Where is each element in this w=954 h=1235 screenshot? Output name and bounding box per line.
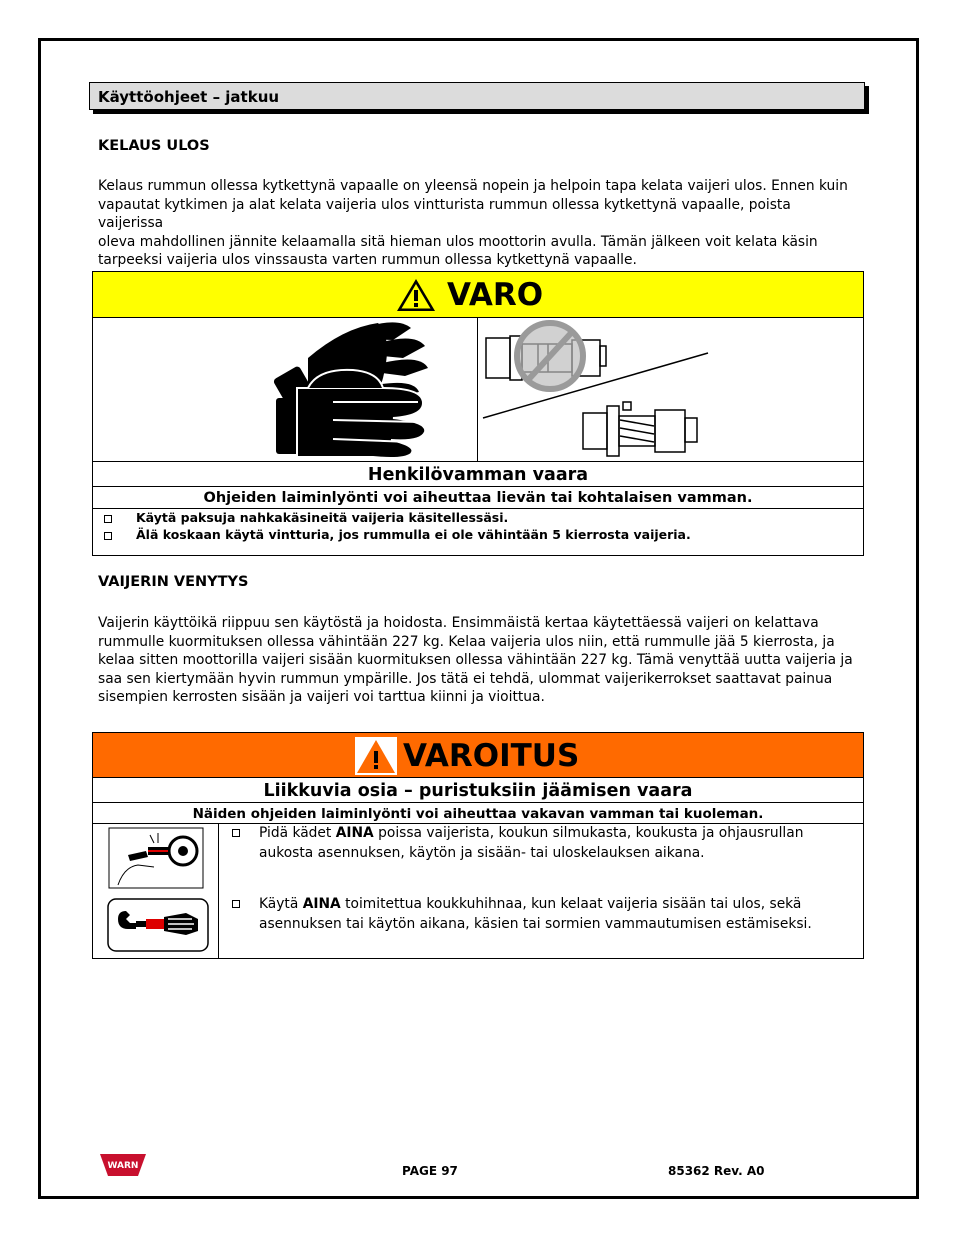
warn-logo bbox=[98, 1152, 148, 1178]
kelaus-line: Kelaus rummun ollessa kytkettynä vapaalle on yleensä nopein ja helpoin tapa kelata vaijeri ulos. Ennen kuin bbox=[98, 178, 848, 194]
section-header: Käyttöohjeet – jatkuu bbox=[98, 88, 280, 106]
list-item bbox=[104, 527, 691, 542]
checkbox-bullet-icon bbox=[232, 829, 240, 837]
varo-hazard-row bbox=[92, 461, 864, 487]
list-item bbox=[104, 510, 508, 525]
winch-drum-icon bbox=[478, 318, 863, 461]
warning-triangle-icon bbox=[355, 737, 397, 775]
kelaus-heading: KELAUS ULOS bbox=[98, 138, 210, 154]
varo-consequence: Ohjeiden laiminlyönti voi aiheuttaa lievän tai kohtalaisen vamman. bbox=[203, 490, 753, 506]
list-item bbox=[232, 823, 862, 863]
hand-pinch-icon bbox=[108, 827, 204, 889]
varoitus-signal-header bbox=[92, 732, 864, 778]
varoitus-consequence: Näiden ohjeiden laiminlyönti voi aiheuttaa vakavan vamman tai kuoleman. bbox=[192, 806, 764, 822]
warning-triangle-icon bbox=[395, 277, 437, 313]
varoitus-consequence-row bbox=[92, 802, 864, 824]
venytys-line: sisempien kerrosten sisään ja vaijeri voi tarttua kiinni ja vioittua. bbox=[98, 689, 545, 706]
venytys-paragraph bbox=[98, 614, 858, 707]
venytys-heading: VAIJERIN VENYTYS bbox=[98, 574, 249, 590]
varoitus-signal-word: VAROITUS bbox=[403, 738, 580, 774]
drum-wraps-pictogram bbox=[477, 317, 864, 462]
kelaus-line: vapautat kytkimen ja alat kelata vaijeria ulos vintturista rummun ollessa kytkettynä vapaalle, poista vaijerissa bbox=[98, 196, 791, 232]
bullet-emphasis: AINA bbox=[302, 896, 341, 912]
varoitus-pictogram-cell bbox=[92, 823, 219, 959]
venytys-line: kelaa sitten moottorilla vaijeri sisään kuormituksen ollessa vähintään 227 kg. Tämä venyttää uutta vaijeria ja bbox=[98, 652, 853, 669]
kelaus-line: tarpeeksi vaijeria ulos vinssausta varten rummun ollessa kytkettynä vapaalle. bbox=[98, 252, 637, 269]
venytys-line: saa sen kiertymään hyvin rummun ympärille. Jos tätä ei tehdä, ulommat vaijerikerrokset saattavat painua bbox=[98, 670, 833, 687]
kelaus-line: oleva mahdollinen jännite kelaamalla sitä hieman ulos moottorin avulla. Tämän jälkeen voit kelata käsin bbox=[98, 233, 818, 250]
varo-signal-header bbox=[92, 271, 864, 318]
gloves-icon bbox=[93, 318, 477, 461]
checkbox-bullet-icon bbox=[232, 900, 240, 908]
page-number: PAGE 97 bbox=[402, 1164, 458, 1178]
hook-strap-icon bbox=[106, 897, 210, 953]
kelaus-paragraph bbox=[98, 177, 858, 270]
varo-bullet-text: Älä koskaan käytä vintturia, jos rummulla ei ole vähintään 5 kierrosta vaijeria. bbox=[136, 527, 691, 542]
checkbox-bullet-icon bbox=[104, 532, 112, 540]
bullet-text: Pidä kädet bbox=[259, 825, 336, 841]
varoitus-hazard-title: Liikkuvia osia – puristuksiin jäämisen vaara bbox=[263, 781, 693, 801]
varo-signal-word: VARO bbox=[447, 277, 544, 313]
list-item bbox=[232, 894, 862, 934]
doc-revision: 85362 Rev. A0 bbox=[668, 1164, 765, 1178]
warn-logo-text: WARN bbox=[107, 1161, 139, 1171]
bullet-text: toimitettua koukkuhihnaa, kun kelaat vaijeria sisään tai ulos, sekä asennuksen tai käytön aikana, käsien tai sormien vammautumisen estämiseksi. bbox=[259, 896, 812, 932]
bullet-text: poissa vaijerista, koukun silmukasta, koukusta ja ohjausrullan aukosta asennuksen, käytön ja sisään- tai uloskelauksen aikana. bbox=[259, 825, 804, 861]
checkbox-bullet-icon bbox=[104, 515, 112, 523]
bullet-emphasis: AINA bbox=[335, 825, 374, 841]
varoitus-hazard-row bbox=[92, 777, 864, 803]
varo-consequence-row bbox=[92, 486, 864, 509]
section-header-bar bbox=[89, 82, 865, 110]
bullet-text: Käytä bbox=[259, 896, 303, 912]
gloves-pictogram bbox=[92, 317, 478, 462]
venytys-line: Vaijerin käyttöikä riippuu sen käytöstä ja hoidosta. Ensimmäistä kertaa käytettäessä vaijeri on kelattava bbox=[98, 615, 819, 631]
varo-bullet-text: Käytä paksuja nahkakäsineitä vaijeria käsitellessäsi. bbox=[136, 510, 509, 525]
venytys-line: rummulle kuormituksen ollessa vähintään 227 kg. Kelaa vaijeria ulos niin, että rummulle jää 5 kierrosta, ja bbox=[98, 633, 835, 650]
varo-hazard-title: Henkilövamman vaara bbox=[367, 465, 589, 485]
